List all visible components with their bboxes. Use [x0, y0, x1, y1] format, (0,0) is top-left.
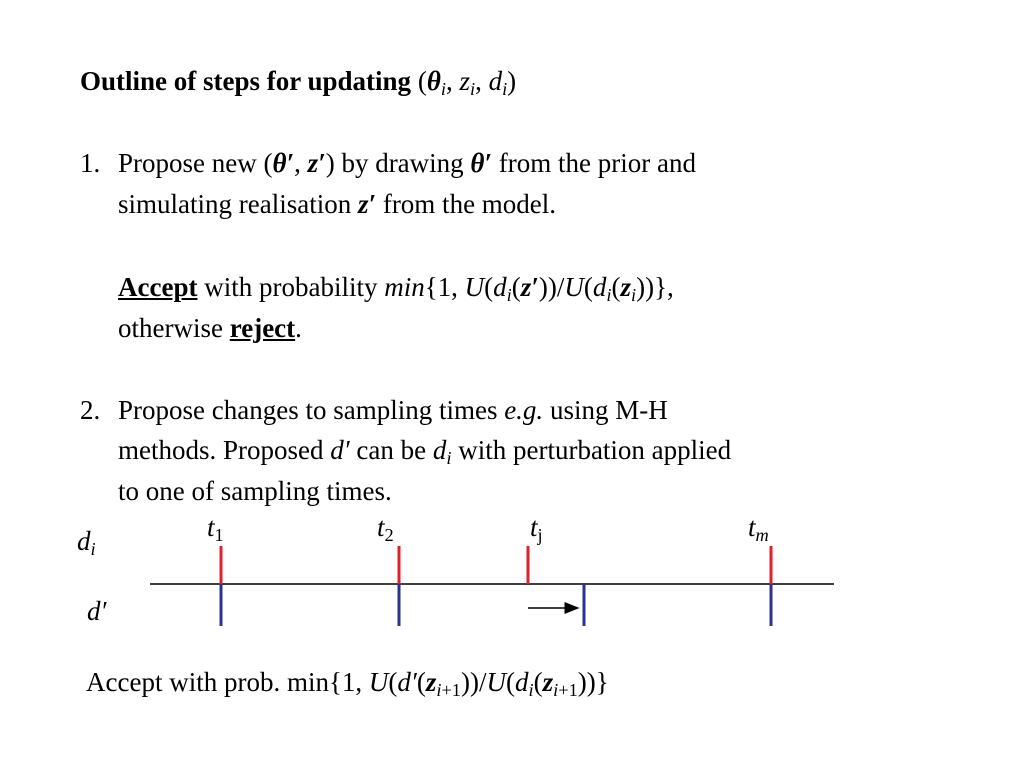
- text: can be: [349, 435, 433, 465]
- sub-i: i: [528, 680, 534, 701]
- text: ))}: [577, 667, 609, 697]
- d-prime: d′: [87, 596, 107, 626]
- z-prime: z′: [307, 148, 326, 178]
- min-word: min: [384, 272, 425, 302]
- text: {1,: [424, 272, 465, 302]
- text: ) by drawing: [325, 148, 471, 178]
- heading-paren-open: (: [411, 66, 427, 96]
- d-symbol: d: [432, 435, 447, 465]
- text: from the model.: [376, 189, 557, 219]
- text: with probability: [197, 272, 385, 302]
- U-symbol: U: [486, 667, 506, 697]
- text: with perturbation applied: [451, 435, 732, 465]
- sub-plus-one: +1: [558, 680, 578, 701]
- tick-subscript: 2: [384, 525, 394, 546]
- reject-word: reject: [229, 313, 296, 343]
- U-symbol: U: [564, 272, 584, 302]
- text: (: [505, 667, 515, 697]
- text: ))/: [538, 272, 565, 302]
- d-prime: d′: [330, 435, 350, 465]
- text: methods. Proposed: [118, 435, 331, 465]
- text: (: [484, 272, 494, 302]
- text: ,: [294, 148, 308, 178]
- theta-symbol: θ: [426, 66, 441, 96]
- z-prime: z′: [520, 272, 539, 302]
- step2-line3: to one of sampling times.: [118, 476, 392, 506]
- z-prime: z′: [357, 189, 377, 219]
- accept-word: Accept: [118, 272, 198, 302]
- heading-sub-i-3: i: [502, 79, 508, 100]
- text: otherwise: [118, 313, 230, 343]
- t-symbol: t: [377, 512, 385, 542]
- heading-comma: ,: [445, 66, 460, 96]
- d-prime: d′: [397, 667, 417, 697]
- sub-plus-one: +1: [441, 680, 461, 701]
- text: .: [295, 313, 302, 343]
- heading-sub-i-2: i: [469, 79, 476, 100]
- eg-abbrev: e.g.: [504, 395, 544, 425]
- text: using M-H: [543, 395, 668, 425]
- tick-subscript: j: [537, 525, 543, 546]
- heading-title: Outline of steps for updating: [80, 66, 412, 96]
- U-symbol: U: [368, 667, 389, 697]
- step1-number: 1.: [80, 148, 101, 178]
- sub-i: i: [446, 448, 452, 469]
- t-symbol: t: [530, 512, 538, 542]
- z-symbol: z: [542, 667, 554, 697]
- heading-z: z: [459, 66, 470, 96]
- text: simulating realisation: [118, 189, 358, 219]
- text: (: [533, 667, 543, 697]
- text: ))},: [636, 272, 674, 302]
- heading-sub-i: i: [440, 79, 446, 100]
- t-symbol: t: [748, 512, 756, 542]
- sub-i: i: [90, 539, 96, 560]
- text: (: [388, 667, 398, 697]
- sub-i: i: [553, 680, 559, 701]
- heading-comma-2: ,: [475, 66, 489, 96]
- sub-i: i: [606, 285, 612, 306]
- sub-i: i: [506, 285, 512, 306]
- d-symbol: d: [77, 526, 91, 556]
- text: from the prior and: [492, 148, 696, 178]
- d-symbol: d: [592, 272, 607, 302]
- d-symbol: d: [493, 272, 507, 302]
- z-symbol: z: [425, 667, 437, 697]
- tick-subscript: m: [755, 525, 769, 546]
- footer-accept-line: [86, 667, 609, 701]
- sub-i: i: [631, 285, 637, 306]
- theta-prime: θ′: [470, 148, 493, 178]
- text: Accept with prob. min{1,: [86, 667, 369, 697]
- t-symbol: t: [207, 512, 215, 542]
- text: ))/: [461, 667, 487, 697]
- d-symbol: d: [514, 667, 529, 697]
- theta-prime: θ′: [272, 148, 295, 178]
- heading-d: d: [488, 66, 503, 96]
- tick-subscript: 1: [214, 525, 224, 546]
- text: (: [416, 667, 426, 697]
- text: Propose changes to sampling times: [118, 395, 505, 425]
- text: (: [611, 272, 621, 302]
- text: (: [583, 272, 593, 302]
- heading-paren-close: ): [507, 66, 517, 96]
- text: (: [511, 272, 521, 302]
- z-symbol: z: [620, 272, 631, 302]
- text: Propose new (: [118, 148, 273, 178]
- sub-i: i: [436, 680, 442, 701]
- U-symbol: U: [464, 272, 485, 302]
- step2-number: 2.: [80, 395, 101, 425]
